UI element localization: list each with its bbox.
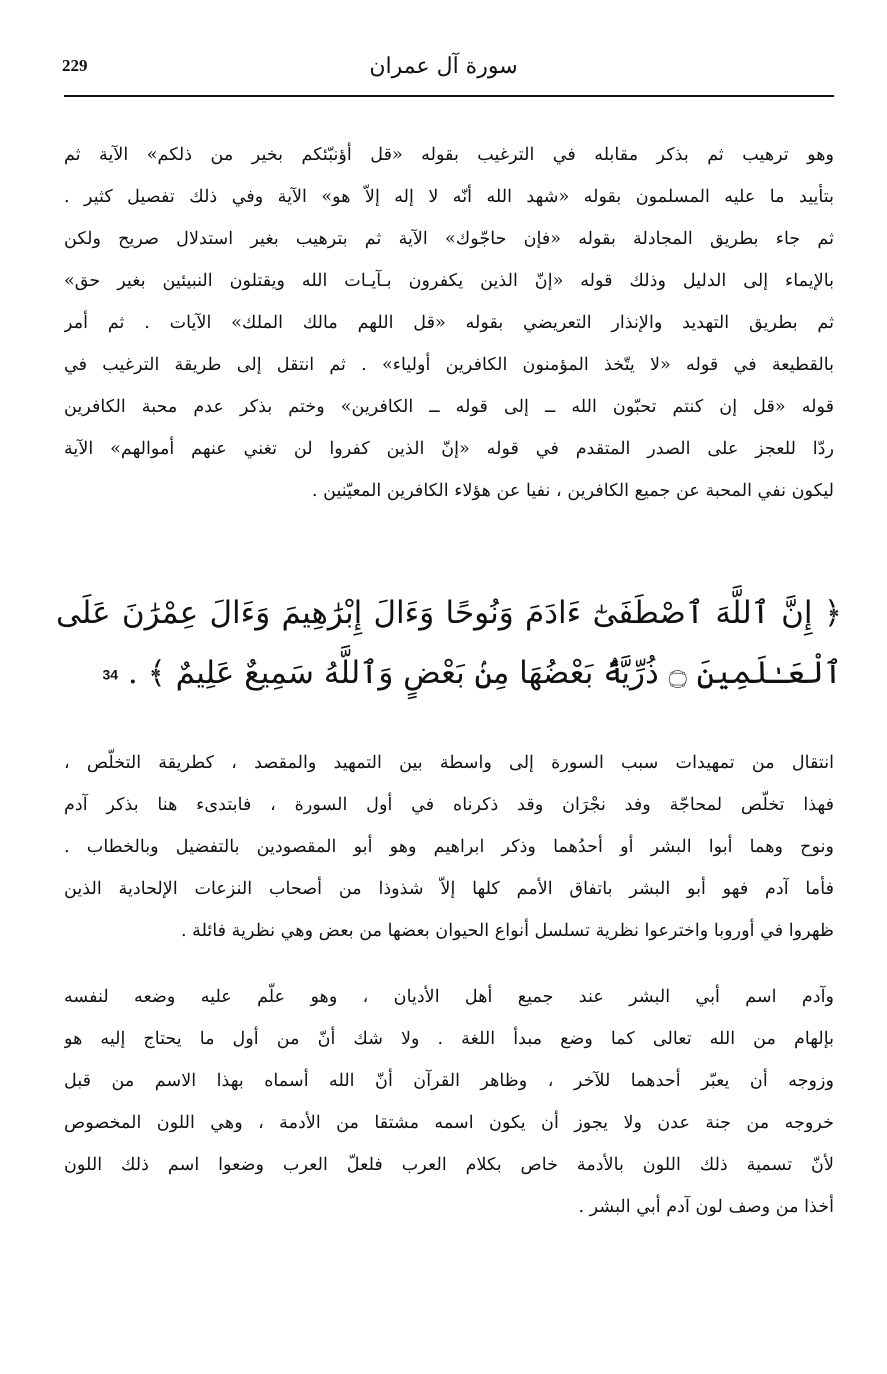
commentary-paragraph-3 <box>64 976 834 1228</box>
text-line: ونوح وهما أبوا البشر أو أحدُهما وذكر ابراهيم وهو أبو المقصودين بالتفضيل وبالخطاب . <box>64 837 834 857</box>
verse-line <box>56 643 842 703</box>
text-line: ليكون نفي المحبة عن جميع الكافرين ، نفيا عن هؤلاء الكافرين المعيّنين . <box>311 481 834 501</box>
surah-title: سورة آل عمران <box>369 54 518 79</box>
text-line: أخذا من وصف لون آدم أبي البشر . <box>578 1197 834 1217</box>
text-line: ظهروا في أوروبا واخترعوا نظرية تسلسل أنواع الحيوان بعضها من بعض وهي نظرية فائلة . <box>180 921 834 941</box>
text-line: بإلهام من الله تعالى كما وضع مبدأ اللغة . ولا شك أنّ من أول ما يحتاج إليه هو <box>64 1029 834 1049</box>
page-number: 229 <box>62 56 88 75</box>
text-line: لأنّ تسمية ذلك اللون بالأدمة خاص بكلام العرب فلعلّ العرب وضعوا اسم ذلك اللون <box>64 1155 834 1175</box>
text-line: ثم جاء بطريق المجادلة بقوله «فإن حاجّوك» الآية ثم بترهيب بغير استدلال صريح ولكن <box>64 229 834 249</box>
commentary-paragraph-2 <box>64 742 834 952</box>
text-line: بالقطيعة في قوله «لا يتّخذ المؤمنون الكافرين أولياء» . ثم انتقل إلى طريقة الترغيب في <box>64 355 834 375</box>
text-line: وهو ترهيب ثم بذكر مقابله في الترغيب بقوله «قل أؤنبّئكم بخير من ذلكم» الآية ثم <box>64 145 834 165</box>
header-divider <box>64 95 834 97</box>
text-line: بتأييد ما عليه المسلمون بقوله «شهد الله أنّه لا إله إلاّ هو» الآية وفي ذلك تفصيل كثير . <box>64 187 834 207</box>
verse-line-text: ٱلْعَـٰلَمِينَ ۝ ذُرِّيَّةًۢ بَعْضُهَا مِنۢ بَعْضٍ وَٱللَّهُ سَمِيعٌ عَلِيمٌ ﴾ . <box>127 655 842 691</box>
text-line: ثم بطريق التهديد والإنذار التعريضي بقوله «قل اللهم مالك الملك» الآيات . ثم أمر <box>64 313 834 333</box>
text-line: فهذا تخلّص لمحاجّة وفد نجْرَان وقد ذكرناه في أول السورة ، فابتدىء هنا بذكر آدم <box>64 795 834 815</box>
text-line: وزوجه أن يعبّر أحدهما للآخر ، وظاهر القرآن أنّ الله أسماه بهذا الاسم من قبل <box>64 1071 834 1091</box>
text-line: وآدم اسم أبي البشر عند جميع أهل الأديان ، وهو علّم عليه وضعه لنفسه <box>64 987 834 1007</box>
commentary-paragraph-1 <box>64 134 834 512</box>
text-line: قوله «قل إن كنتم تحبّون الله ــ إلى قوله ــ الكافرين» وختم بذكر عدم محبة الكافرين <box>64 397 834 417</box>
text-line: بالإيماء إلى الدليل وذلك قوله «إنّ الذين يكفرون بـآيـات الله ويقتلون النبيئين بغير حق» <box>64 271 834 291</box>
text-line: خروجه من جنة عدن ولا يجوز أن يكون اسمه مشتقا من الأدمة ، وهي اللون المخصوص <box>64 1113 834 1133</box>
text-line: انتقال من تمهيدات سبب السورة إلى واسطة بين التمهيد والمقصد ، كطريقة التخلّص ، <box>64 753 834 773</box>
text-line: ردّا للعجز على الصدر المتقدم في قوله «إنّ الذين كفروا لن تغني عنهم أموالهم» الآية <box>64 439 834 459</box>
verse-number: 34 <box>102 666 119 683</box>
text-line: فأما آدم فهو أبو البشر باتفاق الأمم كلها إلاّ شذوذا من أصحاب النزعات الإلحادية الذين <box>64 879 834 899</box>
quran-verse <box>56 583 842 703</box>
verse-line: ﴿ إِنَّ ٱللَّهَ ٱصْطَفَىٰٓ ءَادَمَ وَنُوحًا وَءَالَ إِبْرَٰهِيمَ وَءَالَ عِمْرَٰنَ عَلَى <box>56 595 842 631</box>
